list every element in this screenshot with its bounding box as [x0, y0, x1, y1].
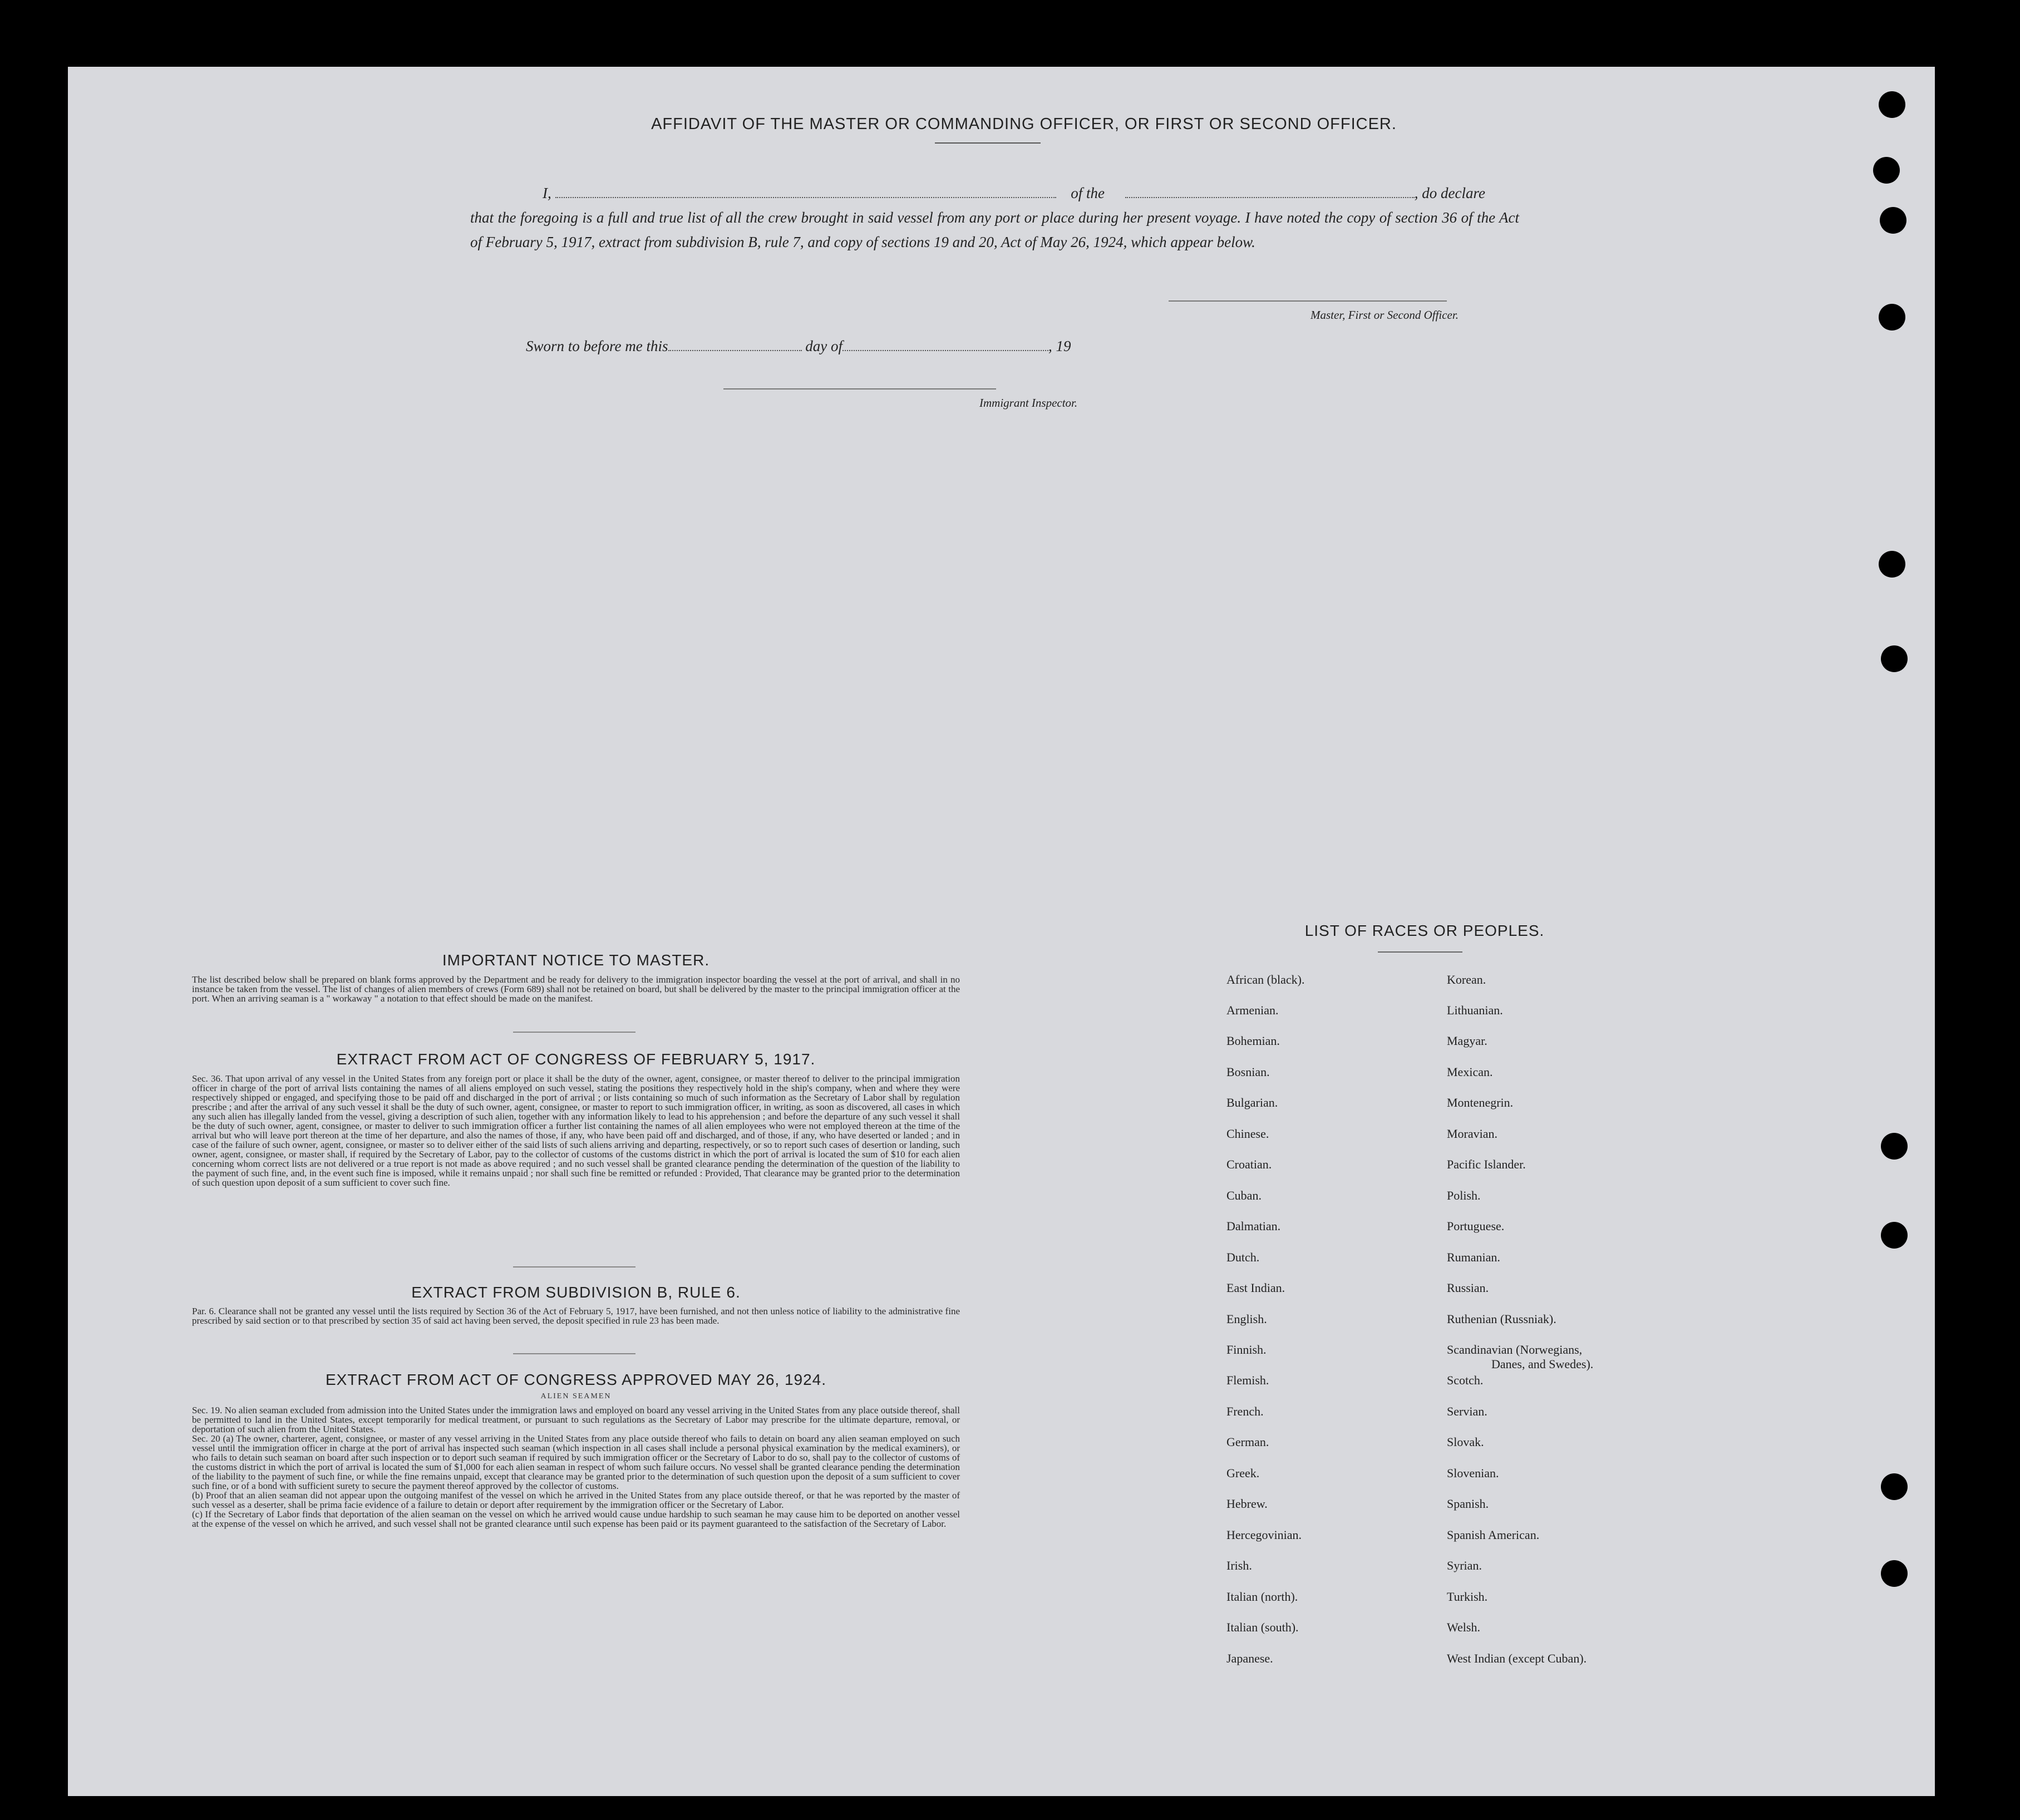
- race-right-item: Polish.: [1447, 1188, 1481, 1202]
- race-left-item: German.: [1226, 1435, 1269, 1449]
- race-left-item: East Indian.: [1226, 1281, 1285, 1295]
- divider: [513, 1032, 635, 1033]
- sworn-label: Sworn to before me this: [526, 338, 668, 354]
- binder-hole: [1879, 91, 1905, 118]
- affidavit-title: AFFIDAVIT OF THE MASTER OR COMMANDING OFFICER, OR FIRST OR SECOND OFFICER.: [651, 115, 1397, 133]
- divider: [513, 1353, 635, 1354]
- extract-1924-body: [192, 1405, 960, 1528]
- race-right-item: Lithuanian.: [1447, 1003, 1503, 1017]
- race-left-item: Croatian.: [1226, 1157, 1272, 1171]
- affidavit-text: [470, 181, 1519, 254]
- race-right-item: Ruthenian (Russniak).: [1447, 1312, 1556, 1326]
- rule6-title: EXTRACT FROM SUBDIVISION B, RULE 6.: [411, 1284, 741, 1301]
- sworn-day-field[interactable]: [668, 338, 802, 351]
- race-left-item: Armenian.: [1226, 1003, 1279, 1017]
- race-right-item: Turkish.: [1447, 1590, 1488, 1604]
- race-left-item: Flemish.: [1226, 1373, 1269, 1387]
- rule6-body: Par. 6. Clearance shall not be granted any vessel until the lists required by Section 36 of the Act of February 5, 1917, have been furnished, and not then unless notice of liability to the administrative fine prescribed by said section or to that prescribed by section 35 of said act having been served, the deposit specified in rule 23 has been made.: [192, 1306, 960, 1326]
- race-left-item: Cuban.: [1226, 1188, 1262, 1202]
- race-right-item: Korean.: [1447, 973, 1486, 987]
- inspector-signature-label: Immigrant Inspector.: [979, 396, 1078, 410]
- race-right-item: Spanish.: [1447, 1497, 1489, 1511]
- race-right-item: Scandinavian (Norwegians,: [1447, 1343, 1583, 1357]
- binder-hole: [1879, 551, 1905, 578]
- title-underline: [935, 142, 1041, 144]
- declarant-name-field[interactable]: [555, 185, 1056, 198]
- master-signature-label: Master, First or Second Officer.: [1310, 308, 1459, 322]
- race-left-item: Italian (south).: [1226, 1620, 1299, 1634]
- race-right-item: Magyar.: [1447, 1034, 1487, 1048]
- binder-hole: [1881, 1133, 1908, 1160]
- race-right-item-continued: Danes, and Swedes).: [1491, 1357, 1594, 1371]
- race-right-item: Russian.: [1447, 1281, 1489, 1295]
- race-right-item: Pacific Islander.: [1447, 1157, 1526, 1171]
- master-signature-line[interactable]: [1169, 300, 1447, 302]
- declaration-line: [470, 181, 1519, 205]
- race-left-item: English.: [1226, 1312, 1267, 1326]
- race-left-item: African (black).: [1226, 973, 1305, 987]
- race-left-item: Bohemian.: [1226, 1034, 1280, 1048]
- extract-1917-body: Sec. 36. That upon arrival of any vessel in the United States from any foreign port or place it shall be the duty of the owner, agent, consignee, or master thereof to deliver to the principal immigration officer in charge of the port of arrival lists containing the names of all aliens employed on such vessel, stating the positions they respectively hold in the ship's company, when and where they were respectively shipped or engaged, and specifying those to be paid off and discharged in the port of arrival ; or lists containing so much of such information as the Secretary of Labor shall by regulation prescribe ; and after the arrival of any such vessel it shall be the duty of such owner, agent, consignee, or master to report to such immigration officer, in writing, as soon as discovered, all cases in which any such alien has illegally landed from the vessel, giving a description of such alien, together with any information likely to lead to his apprehension ; and before the departure of any such vessel it shall be the duty of such owner, agent, consignee, or master to deliver to such immigration officer a further list containing the names of all alien employees who were not employed thereon at the time of the arrival but who will leave port thereon at the time of her departure, and also the names of those, if any, who have been paid off and discharged, and of those, if any, who have deserted or landed ; and in case of the failure of such owner, agent, consignee, or master so to deliver either of the said lists of such aliens arriving and departing, respectively, or so to report such cases of desertion or landing, such owner, agent, consignee, or master shall, if required by the Secretary of Labor, pay to the collector of customs of the customs district in which the port of arrival is located the sum of $10 for each alien concerning whom correct lists are not delivered or a true report is not made as above required ; and no such vessel shall be granted clearance pending the determination of the question of the liability to the payment of such fine, and, in the event such fine is imposed, while it remains unpaid ; nor shall such fine be remitted or refunded : Provided, That clearance may be granted prior to the determination of such question upon deposit of a sum sufficient to cover such fine.: [192, 1073, 960, 1188]
- race-right-item: Servian.: [1447, 1404, 1487, 1418]
- sworn-month-field[interactable]: [843, 338, 1048, 351]
- binder-hole: [1881, 1473, 1908, 1500]
- race-left-item: French.: [1226, 1404, 1264, 1418]
- document-page: [68, 67, 1935, 1796]
- sworn-line: [526, 334, 1194, 358]
- race-right-item: Mexican.: [1447, 1065, 1493, 1079]
- declarant-prefix: I,: [543, 185, 551, 201]
- race-left-item: Irish.: [1226, 1558, 1252, 1572]
- race-left-item: Greek.: [1226, 1466, 1260, 1480]
- races-title: LIST OF RACES OR PEOPLES.: [1304, 922, 1545, 939]
- race-left-item: Hercegovinian.: [1226, 1528, 1302, 1542]
- race-right-item: Scotch.: [1447, 1373, 1484, 1387]
- race-left-item: Dalmatian.: [1226, 1219, 1281, 1233]
- race-right-item: Slovak.: [1447, 1435, 1484, 1449]
- race-right-item: Moravian.: [1447, 1127, 1498, 1141]
- binder-hole: [1873, 157, 1900, 184]
- race-left-item: Bulgarian.: [1226, 1096, 1278, 1109]
- sec19-text: Sec. 19. No alien seaman excluded from admission into the United States under the immigration laws and employed on board any vessel arriving in the United States from any place outside thereof, shall be permitted to land in the United States, except temporarily for medical treatment, or pursuant to such regulations as the Secretary of Labor may prescribe for the ultimate departure, removal, or deportation of such alien from the United States.: [192, 1405, 960, 1434]
- race-right-item: West Indian (except Cuban).: [1447, 1651, 1587, 1665]
- race-right-item: Slovenian.: [1447, 1466, 1499, 1480]
- sec20b-text: (b) Proof that an alien seaman did not appear upon the outgoing manifest of the vessel on which he arrived in the United States from any place outside thereof, or that he was reported by the master of such vessel as a deserter, shall be prima facie evidence of a failure to detain or deport after requirement by the immigration officer or the Secretary of Labor.: [192, 1490, 960, 1510]
- race-left-item: Finnish.: [1226, 1343, 1267, 1357]
- divider: [513, 1266, 635, 1267]
- vessel-name-field[interactable]: [1125, 185, 1415, 198]
- race-right-item: Rumanian.: [1447, 1250, 1500, 1264]
- race-left-item: Italian (north).: [1226, 1590, 1298, 1604]
- race-right-item: Welsh.: [1447, 1620, 1480, 1634]
- race-left-item: Bosnian.: [1226, 1065, 1270, 1079]
- race-left-item: Japanese.: [1226, 1651, 1273, 1665]
- alien-seamen-subtitle: ALIEN SEAMEN: [540, 1392, 612, 1400]
- declare-label: , do declare: [1414, 185, 1485, 201]
- notice-title: IMPORTANT NOTICE TO MASTER.: [442, 951, 710, 969]
- notice-body: The list described below shall be prepared on blank forms approved by the Department and be ready for delivery to the immigration inspector boarding the vessel at the port of arrival, and shall in no instance be taken from the vessel. The list of changes of alien members of crews (Form 689) shall not be retained on board, but shall be delivered by the master to the principal immigration officer at the port. When an arriving seaman is a " workaway " a notation to that effect should be made on the manifest.: [192, 974, 960, 1004]
- race-left-item: Chinese.: [1226, 1127, 1269, 1141]
- day-of-label: day of: [805, 338, 843, 354]
- binder-hole: [1879, 304, 1905, 331]
- extract-1924-title: EXTRACT FROM ACT OF CONGRESS APPROVED MAY 26, 1924.: [325, 1371, 827, 1388]
- sec20a-text: Sec. 20 (a) The owner, charterer, agent, consignee, or master of any vessel arriving in the United States from any place outside thereof who fails to detain on board any alien seaman employed on such vessel until the immigration officer in charge at the port of arrival has inspected such seaman (which inspection in all cases shall include a personal physical examination by the medical examiners), or who fails to detain such seaman on board after such inspection or to deport such seaman if required by such immigration officer or the Secretary of Labor to do so, shall pay to the collector of customs of the customs district in which the port of arrival is located the sum of $1,000 for each alien seaman in respect of whom such failure occurs. No vessel shall be granted clearance pending the determination of the liability to the payment of such fine, or while the fine remains unpaid, except that clearance may be granted prior to the determination of such question upon the deposit of a sum sufficient to cover such fine, or of a bond with sufficient surety to secure the payment thereof approved by the collector of customs.: [192, 1433, 960, 1491]
- race-right-item: Montenegrin.: [1447, 1096, 1514, 1109]
- affidavit-body: that the foregoing is a full and true list of all the crew brought in said vessel from any port or place during her present voyage. I have noted the copy of section 36 of the Act of February 5, 1917, extract from subdivision B, rule 7, and copy of sections 19 and 20, Act of May 26, 1924, which appear below.: [470, 209, 1519, 250]
- binder-hole: [1881, 1560, 1908, 1587]
- extract-1917-title: EXTRACT FROM ACT OF CONGRESS OF FEBRUARY 5, 1917.: [336, 1050, 816, 1068]
- binder-hole: [1881, 1222, 1908, 1249]
- race-right-item: Spanish American.: [1447, 1528, 1540, 1542]
- race-left-item: Dutch.: [1226, 1250, 1260, 1264]
- binder-hole: [1881, 645, 1908, 672]
- binder-hole: [1880, 207, 1906, 234]
- race-right-item: Portuguese.: [1447, 1219, 1505, 1233]
- race-right-item: Syrian.: [1447, 1558, 1482, 1572]
- races-title-underline: [1378, 951, 1462, 953]
- year-label: , 19: [1048, 338, 1071, 354]
- race-left-item: Hebrew.: [1226, 1497, 1268, 1511]
- sec20c-text: (c) If the Secretary of Labor finds that deportation of the alien seaman on the vessel on which he arrived would cause undue hardship to such seaman he may cause him to be deported on another vessel at the expense of the vessel on which he arrived, and such vessel shall not be granted clearance until such expense has been paid or its payment guaranteed to the satisfaction of the Secretary of Labor.: [192, 1509, 960, 1529]
- inspector-signature-line[interactable]: [723, 388, 996, 389]
- of-the-label: of the: [1071, 185, 1105, 201]
